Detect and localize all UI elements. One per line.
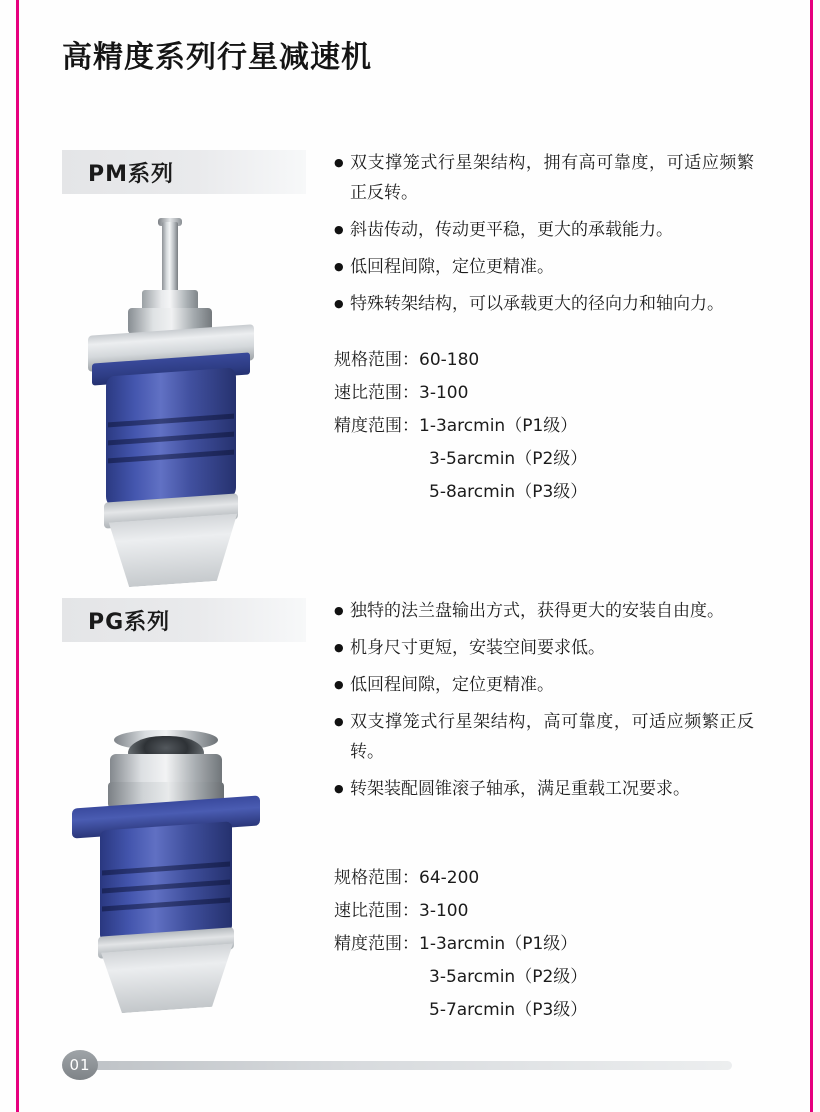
feature-item: ● 机身尺寸更短，安装空间要求低。 — [334, 633, 754, 663]
spec-item: 规格范围：60-180 — [334, 350, 480, 370]
feature-item: ● 低回程间隙，定位更精准。 — [334, 252, 754, 282]
spec-item: 5-7arcmin（P3级） — [429, 1000, 588, 1020]
page-title: 高精度系列行星减速机 — [62, 40, 372, 75]
series-label-pm: PM系列 — [88, 161, 175, 187]
feature-item: ● 独特的法兰盘输出方式，获得更大的安装自由度。 — [334, 596, 754, 626]
spec-item: 规格范围：64-200 — [334, 868, 480, 888]
footer-rule — [92, 1061, 732, 1070]
series-label-pg: PG系列 — [88, 609, 171, 635]
feature-item: ● 转架装配圆锥滚子轴承，满足重载工况要求。 — [334, 774, 754, 804]
feature-item: ● 双支撑笼式行星架结构，拥有高可靠度，可适应频繁正反转。 — [334, 148, 754, 208]
mounting-base — [92, 943, 242, 1015]
series-tag-pg — [62, 598, 306, 642]
spec-list-pg — [334, 862, 764, 1027]
page-number: 01 — [62, 1050, 98, 1080]
spec-item: 精度范围：1-3arcmin（P1级） — [334, 934, 578, 954]
spec-item: 速比范围：3-100 — [334, 383, 469, 403]
feature-item: ● 斜齿传动，传动更平稳，更大的承载能力。 — [334, 215, 754, 245]
pg-series-planetary-gearbox — [66, 730, 276, 1030]
feature-item: ● 特殊转架结构，可以承载更大的径向力和轴向力。 — [334, 289, 754, 319]
spec-item: 3-5arcmin（P2级） — [429, 449, 588, 469]
spec-item: 3-5arcmin（P2级） — [429, 967, 588, 987]
spec-item: 精度范围：1-3arcmin（P1级） — [334, 416, 578, 436]
feature-list-pg — [334, 596, 754, 811]
spec-item: 速比范围：3-100 — [334, 901, 469, 921]
mounting-base — [100, 513, 246, 589]
feature-item: ● 低回程间隙，定位更精准。 — [334, 670, 754, 700]
spec-item: 5-8arcmin（P3级） — [429, 482, 588, 502]
feature-item: ● 双支撑笼式行星架结构，高可靠度，可适应频繁正反转。 — [334, 707, 754, 767]
